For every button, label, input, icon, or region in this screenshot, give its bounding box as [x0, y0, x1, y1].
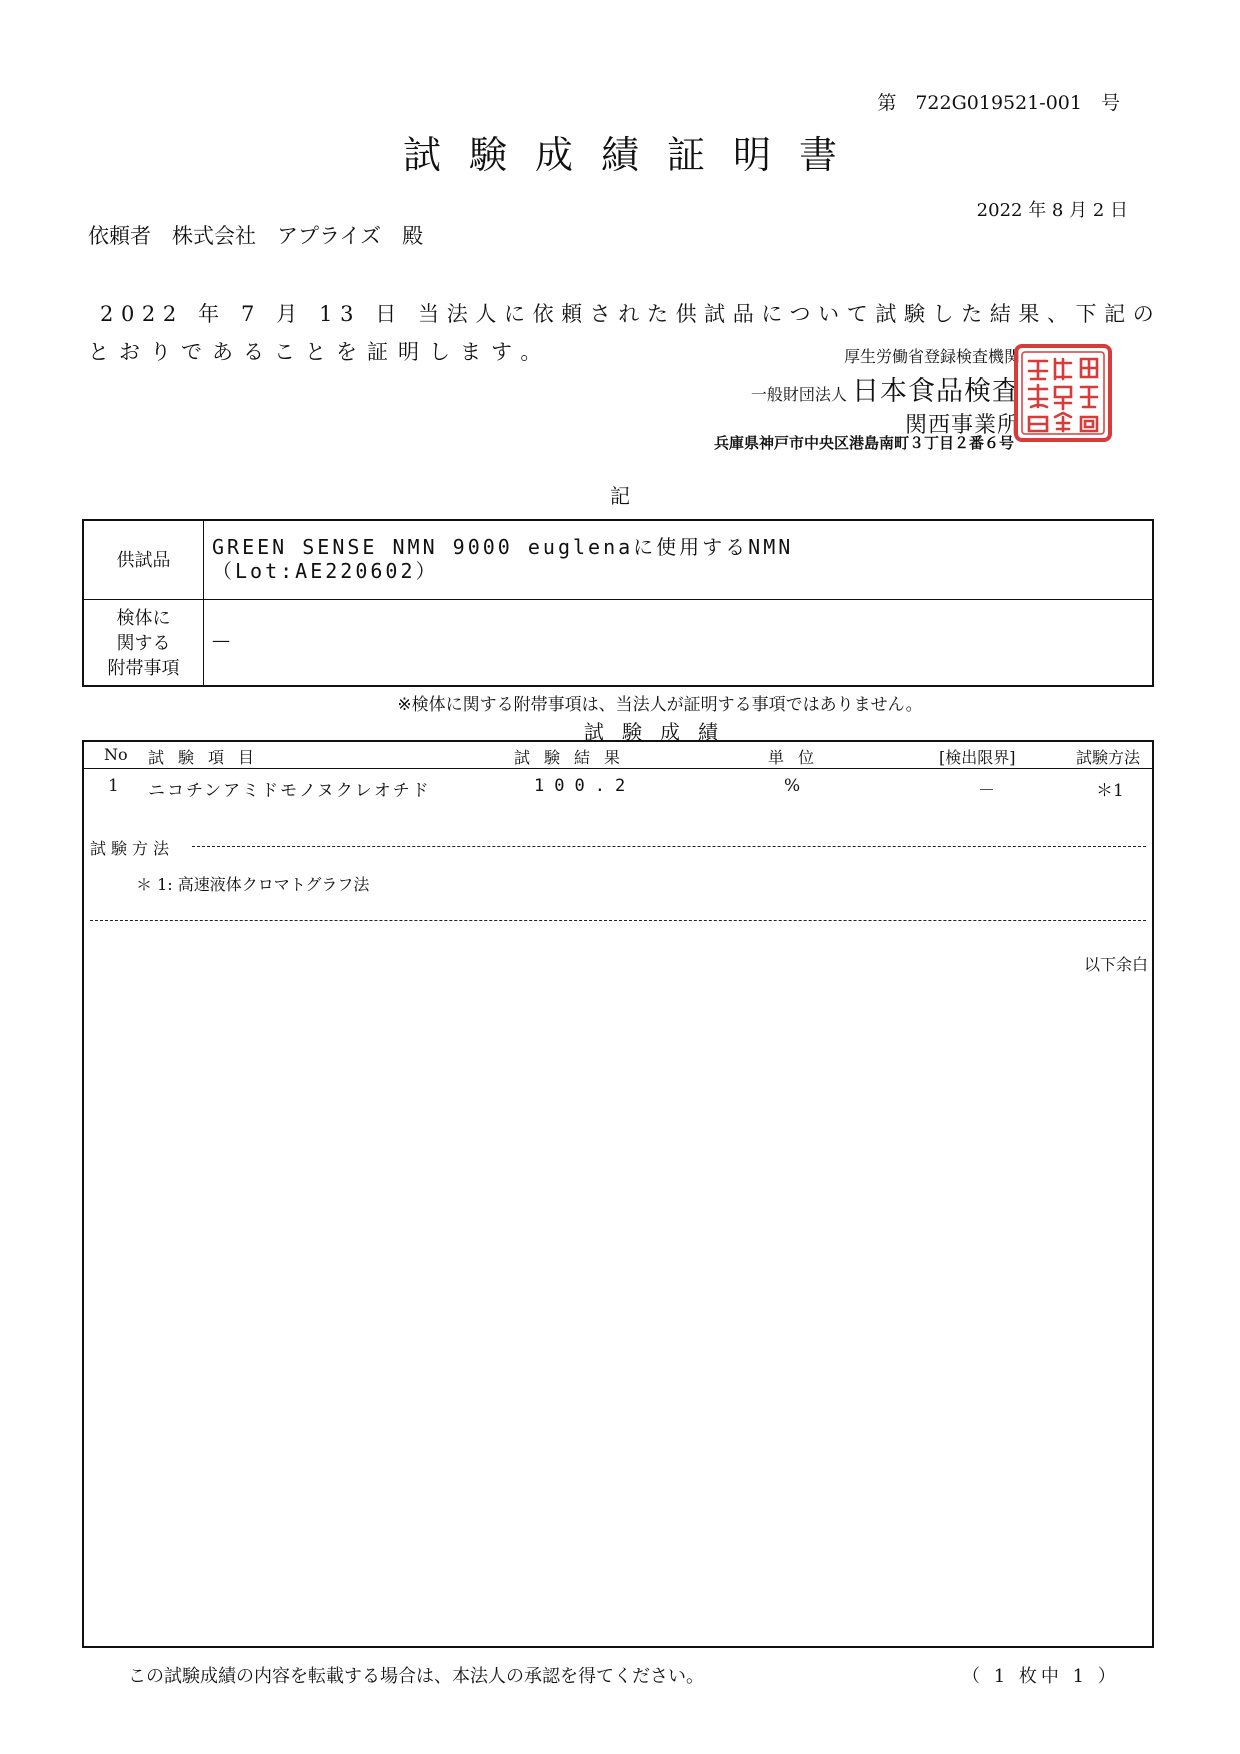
header-unit: 単位 [768, 748, 829, 767]
ki-marker: 記 [610, 484, 630, 508]
header-result: 試験結果 [514, 748, 635, 767]
sample-row [84, 521, 1152, 600]
method-divider-top [192, 846, 1146, 847]
method-divider-bottom [90, 920, 1146, 921]
sample-description-line-2: （Lot:AE220602） [212, 559, 439, 583]
row-item: ニコチンアミドモノヌクレオチド [148, 781, 431, 801]
issuer-org-name: 日本食品検査 [852, 376, 1020, 407]
accessory-row [84, 600, 1152, 687]
footer-note: この試験成績の内容を転載する場合は、本法人の承認を得てください。 [128, 1666, 704, 1687]
row-method: ＊1 [1096, 781, 1124, 801]
sample-info-table [82, 519, 1154, 687]
row-no: 1 [108, 776, 119, 796]
row-limit: － [978, 781, 995, 801]
sample-description-line-1: GREEN SENSE NMN 9000 euglenaに使用するNMN [212, 535, 794, 559]
issue-date: 2022 年 8 月 2 日 [976, 200, 1128, 221]
header-item: 試験項目 [148, 748, 269, 767]
results-table [82, 740, 1154, 1648]
header-no: No [104, 745, 128, 764]
remainder-blank-note: 以下余白 [1083, 955, 1148, 974]
row-result: 100.2 [534, 776, 636, 796]
method-entry: ＊ 1: 高速液体クロマトグラフ法 [136, 875, 370, 894]
accessory-label: 検体に 関する 附帯事項 [84, 600, 204, 687]
issuer-address: 兵庫県神戸市中央区港島南町３丁目２番６号 [713, 434, 1014, 452]
sample-description [212, 535, 793, 583]
header-limit: [検出限界] [939, 748, 1016, 767]
results-title: 試験成績 [584, 720, 736, 744]
client-name: 依頼者 株式会社 アプライズ 殿 [88, 224, 424, 248]
issuer-block [751, 344, 1020, 439]
accessory-note: ※検体に関する附帯事項は、当法人が証明する事項ではありません。 [397, 695, 923, 715]
header-method: 試験方法 [1076, 748, 1141, 767]
page-count: （ 1 枚中 1 ） [962, 1666, 1120, 1687]
sample-label: 供試品 [84, 521, 204, 599]
issuer-org-line [751, 369, 1020, 408]
statement-line-1: 2022 年 7 月 13 日 当法人に依頼された供試品について試験した結果、下記の [100, 302, 1162, 326]
row-unit: % [784, 776, 801, 796]
official-seal-icon [1013, 343, 1113, 443]
document-title: 試験成績証明書 [402, 133, 865, 177]
results-header [84, 742, 1152, 769]
issuer-org-type: 一般財団法人 [750, 385, 847, 404]
accessory-value: — [212, 630, 230, 651]
certificate-number: 第 722G019521-001 号 [877, 92, 1120, 114]
method-heading: 試験方法 [90, 839, 175, 858]
table-row [84, 776, 1152, 806]
statement-line-2: とおりであることを証明します。 [88, 340, 552, 364]
issuer-office: 関西事業所 [904, 413, 1020, 438]
issuer-registration: 厚生労働省登録検査機関 [843, 347, 1020, 366]
